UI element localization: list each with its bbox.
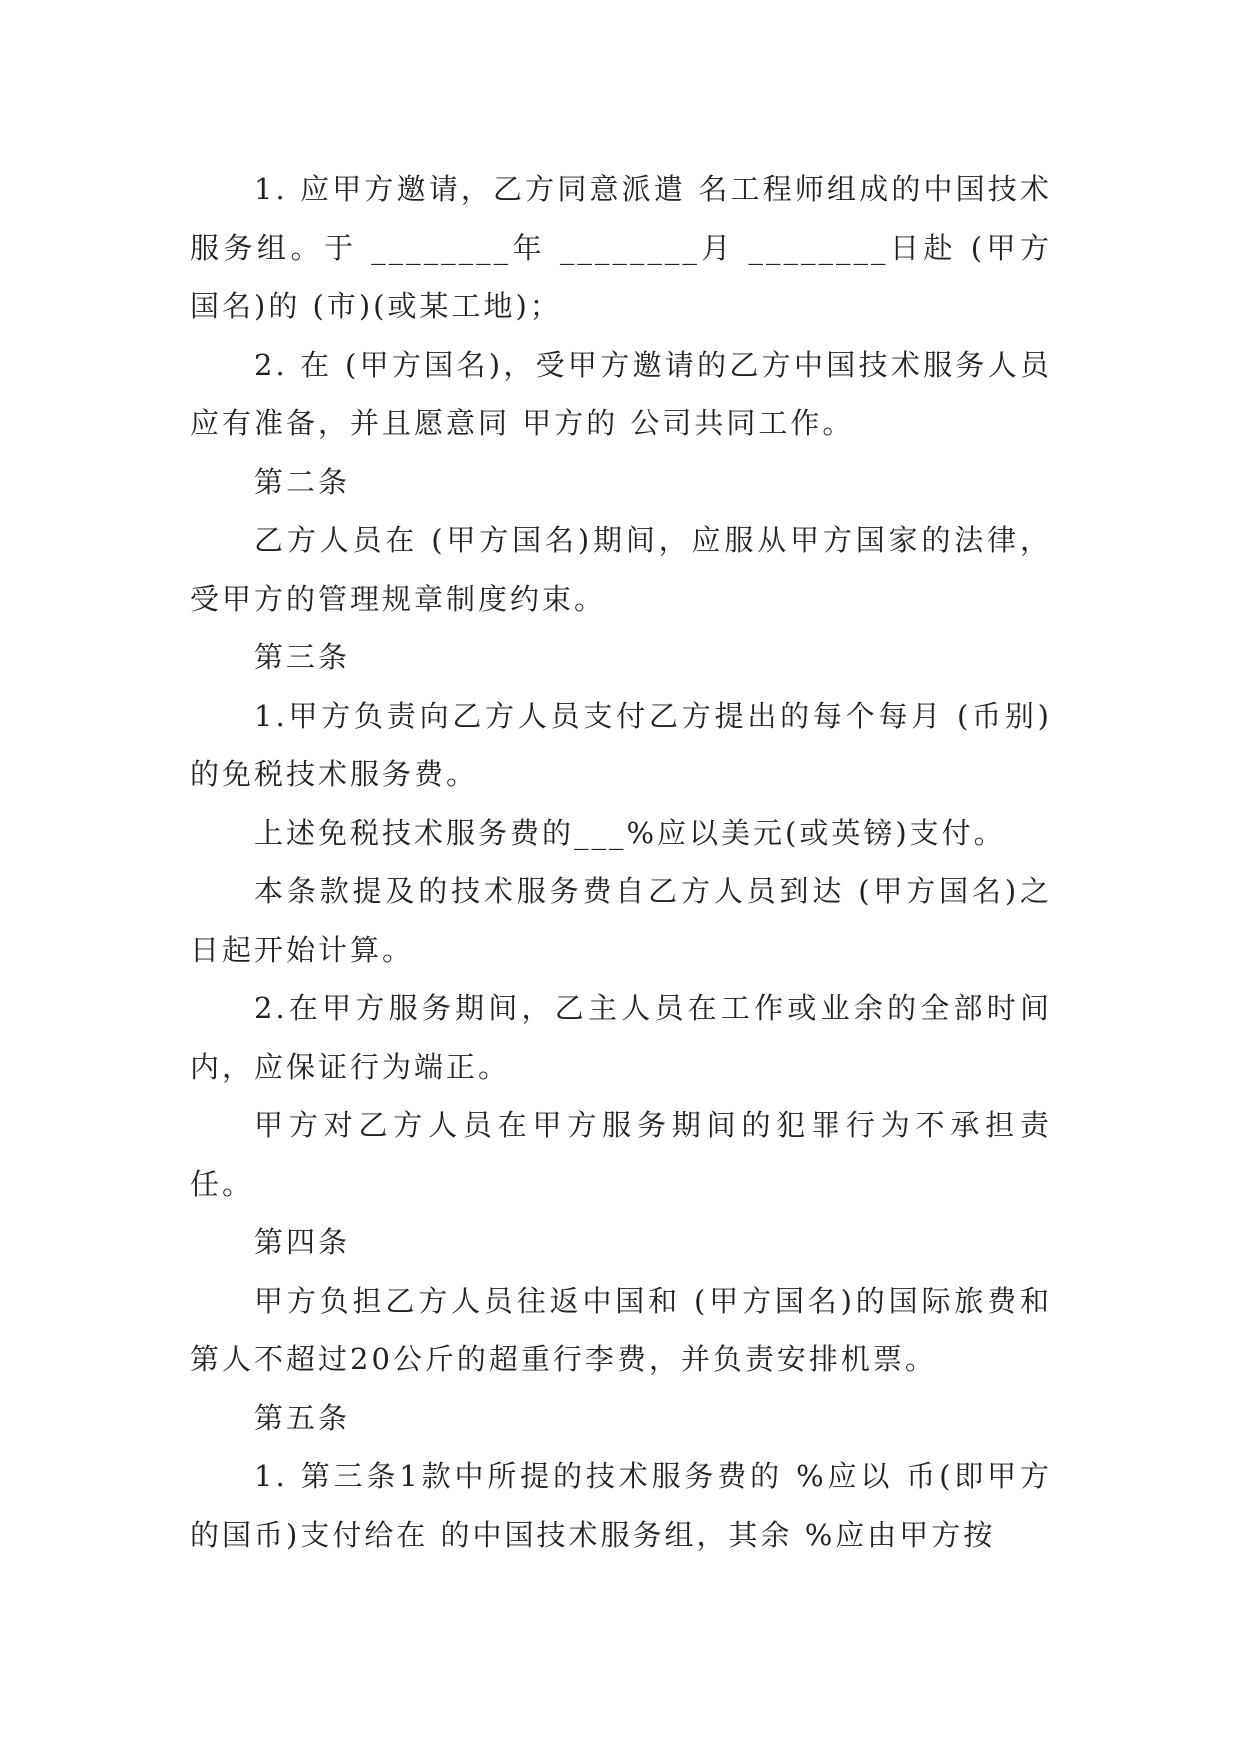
article-heading-2: 第二条 [254,464,351,499]
paragraph-article5-item1: 1. 第三条1款中所提的技术服务费的 %应以 币(即甲方的国币)支付给在 的中国技术服务组，其余 %应由甲方按 [190,1459,1052,1552]
document-body [190,160,1052,1564]
paragraph-article2: 乙方人员在 (甲方国名)期间，应服从甲方国家的法律，受甲方的管理规章制度约束。 [190,523,1052,616]
paragraph-article3-currency: 上述免税技术服务费的___%应以美元(或英镑)支付。 [254,815,1006,850]
paragraph-article1-item1: 1. 应甲方邀请，乙方同意派遣 名工程师组成的中国技术服务组。于 ________年 ________月 ________日赴 (甲方国名)的 (市)(或某工地)； [190,172,1052,323]
article-heading-4: 第四条 [254,1225,351,1259]
article-heading-5: 第五条 [254,1400,351,1435]
paragraph-article1-item2: 2. 在 (甲方国名)，受甲方邀请的乙方中国技术服务人员应有准备，并且愿意同 甲方的 公司共同工作。 [190,347,1052,440]
paragraph-article3-start: 本条款提及的技术服务费自乙方人员到达 (甲方国名)之日起开始计算。 [190,874,1052,967]
paragraph-article4: 甲方负担乙方人员往返中国和 (甲方国名)的国际旅费和第人不超过20公斤的超重行李费，并负责安排机票。 [190,1283,1052,1376]
paragraph-article3-liability: 甲方对乙方人员在甲方服务期间的犯罪行为不承担责任。 [190,1108,1052,1201]
article-heading-3: 第三条 [254,640,351,674]
paragraph-article3-item2: 2.在甲方服务期间，乙主人员在工作或业余的全部时间内，应保证行为端正。 [190,991,1052,1084]
paragraph-article3-item1: 1.甲方负责向乙方人员支付乙方提出的每个每月 (币别)的免税技术服务费。 [190,698,1052,791]
